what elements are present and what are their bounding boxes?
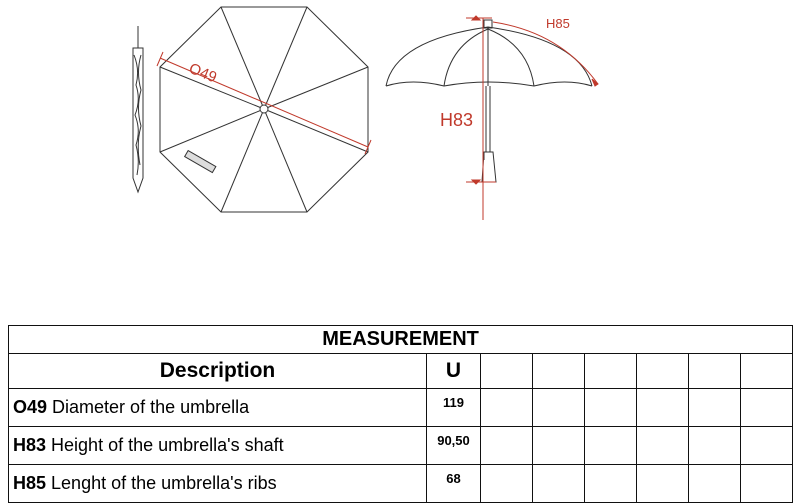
empty-cell [585,427,637,465]
empty-cell [637,427,689,465]
row-text: Diameter of the umbrella [47,397,250,417]
diameter-label: O49 [186,59,220,87]
empty-cell [741,389,793,427]
row-text: Height of the umbrella's shaft [46,435,284,455]
shaft-label: H83 [440,110,474,130]
empty-header-cell [481,354,533,389]
empty-cell [741,465,793,503]
umbrella-side-view [386,20,592,182]
row-value: 119 [427,389,481,427]
empty-header-cell [637,354,689,389]
row-description [9,465,427,503]
row-code: H85 [13,473,47,493]
row-description [9,389,427,427]
row-value: 90,50 [427,427,481,465]
empty-header-cell [689,354,741,389]
empty-cell [533,389,585,427]
measurement-table [8,325,793,503]
row-code: O49 [13,397,48,417]
empty-cell [585,465,637,503]
empty-cell [533,465,585,503]
empty-header-cell [533,354,585,389]
empty-cell [689,389,741,427]
column-description-header: Description [9,354,427,389]
row-code: H83 [13,435,47,455]
umbrella-top-view [160,7,368,212]
empty-cell [689,427,741,465]
row-description [9,427,427,465]
table-row [9,465,793,503]
column-unit-header: U [427,354,481,389]
table-row [9,389,793,427]
empty-cell [637,465,689,503]
empty-cell [533,427,585,465]
table-row [9,427,793,465]
empty-header-cell [585,354,637,389]
row-text: Lenght of the umbrella's ribs [46,473,277,493]
empty-cell [637,389,689,427]
empty-cell [689,465,741,503]
empty-header-cell [741,354,793,389]
row-value: 68 [427,465,481,503]
empty-cell [481,427,533,465]
empty-cell [585,389,637,427]
empty-cell [481,465,533,503]
closed-umbrella-drawing [133,26,143,192]
ribs-dimension-line [493,22,598,86]
ribs-label: H85 [546,16,570,31]
table-title: MEASUREMENT [9,326,793,354]
empty-cell [481,389,533,427]
empty-cell [741,427,793,465]
